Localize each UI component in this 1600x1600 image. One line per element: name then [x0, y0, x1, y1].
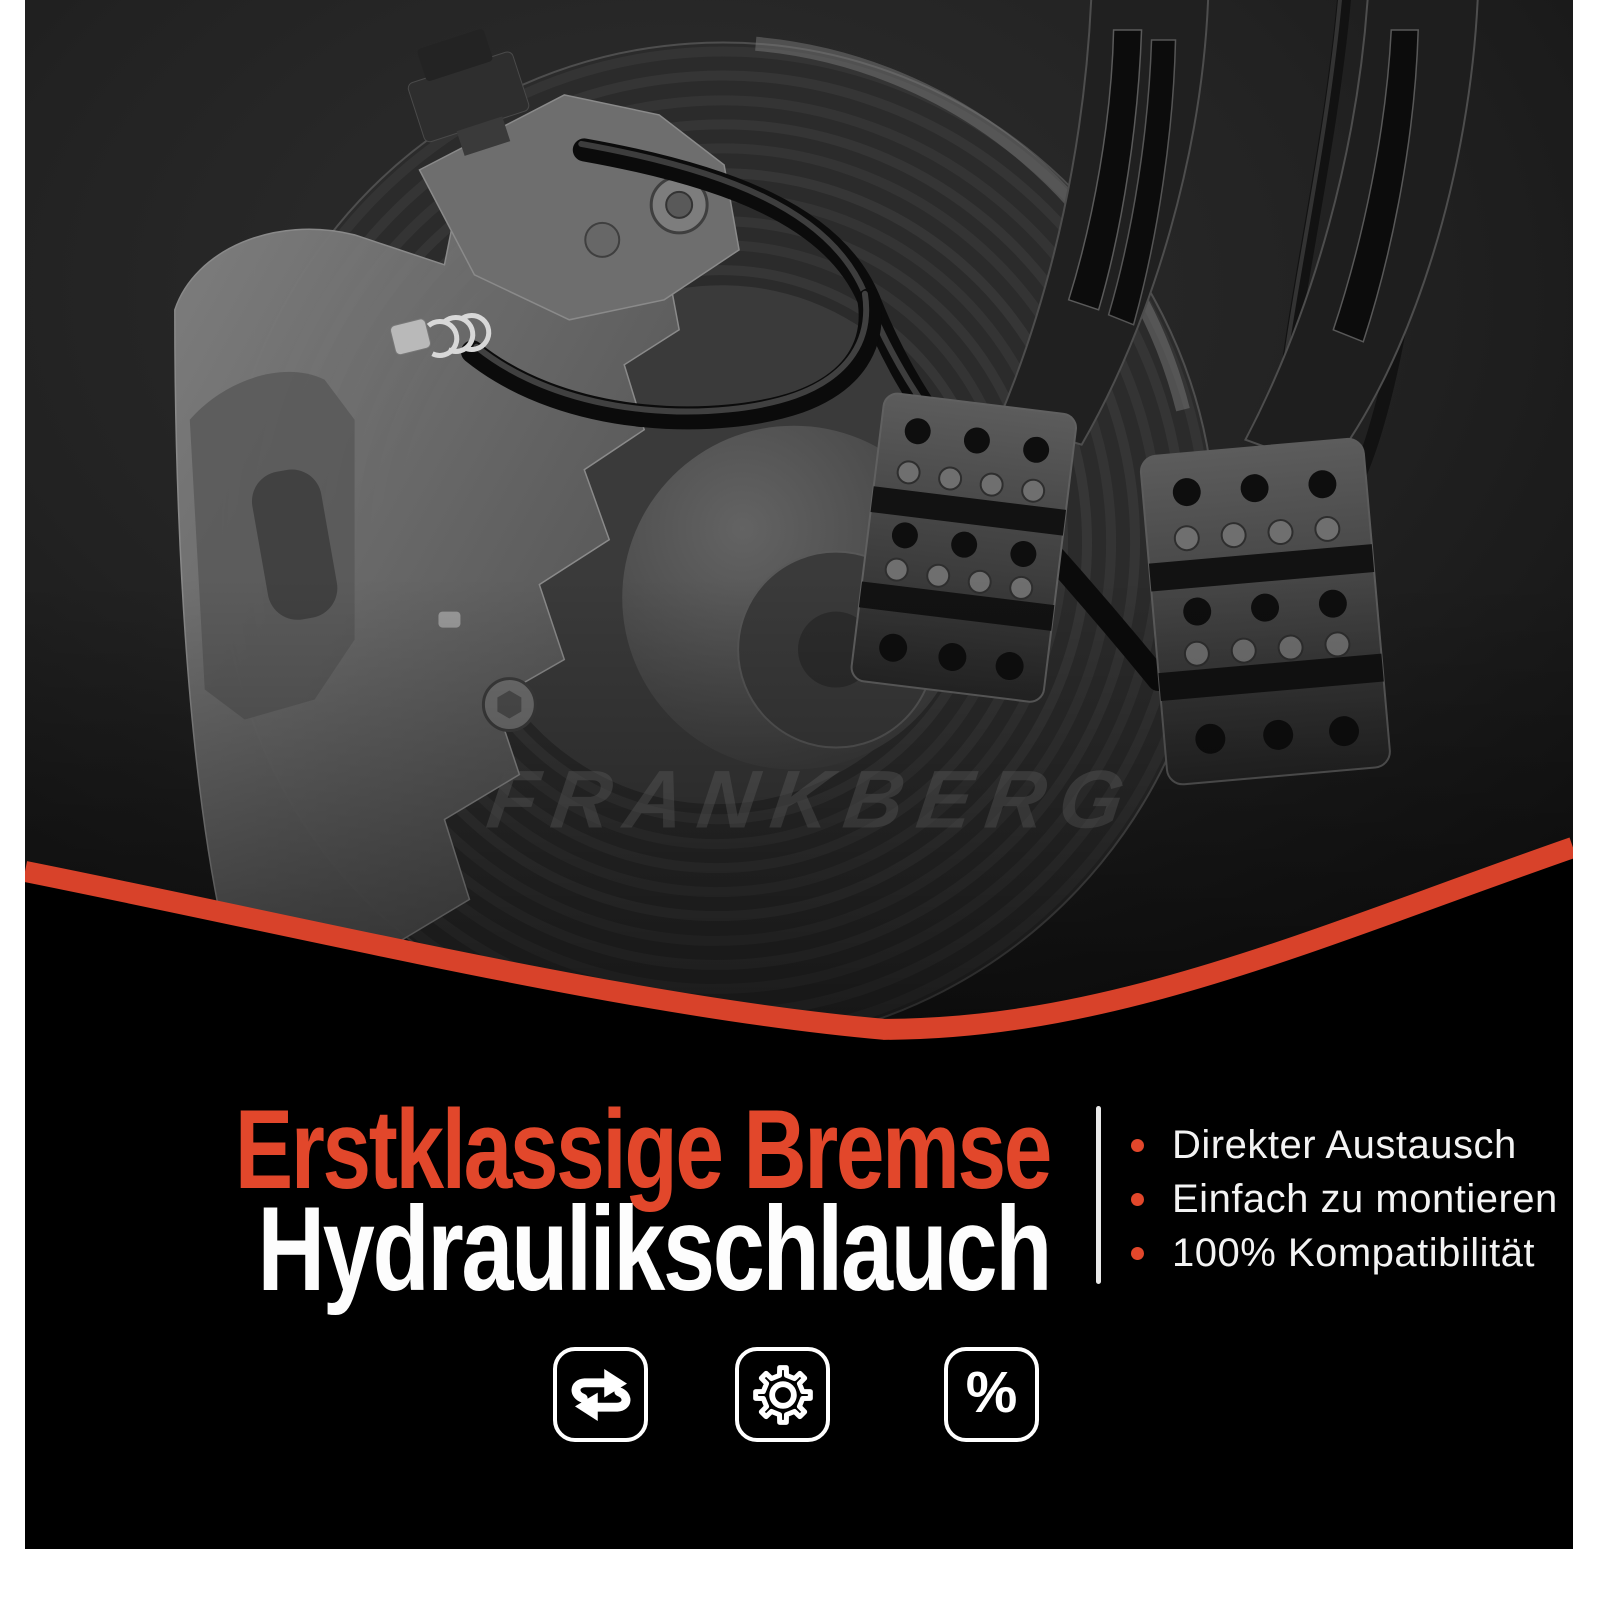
- feature-item: [1131, 1118, 1558, 1172]
- feature-list: [1131, 1118, 1558, 1280]
- headline-line2: Hydraulikschlauch: [257, 1182, 1050, 1316]
- percent-glyph: %: [965, 1359, 1018, 1425]
- feature-item: [1131, 1172, 1558, 1226]
- vertical-divider: [1096, 1106, 1101, 1284]
- banner-content: [25, 0, 1573, 1549]
- brake-assembly-photo: [25, 0, 1573, 1549]
- bullet-dot: [1131, 1193, 1144, 1206]
- gear-icon: [735, 1347, 830, 1442]
- swap-icon: [553, 1347, 648, 1442]
- bullet-dot: [1131, 1247, 1144, 1260]
- feature-item: [1131, 1226, 1558, 1280]
- gear-glyph: [743, 1355, 823, 1435]
- swap-arrows-glyph: [562, 1356, 640, 1434]
- feature-label: Direkter Austausch: [1172, 1122, 1517, 1167]
- headline-line1: Erstklassige Bremse: [234, 1087, 1050, 1212]
- bullet-dot: [1131, 1139, 1144, 1152]
- percent-icon: [944, 1347, 1039, 1442]
- feature-label: Einfach zu montieren: [1172, 1176, 1558, 1221]
- feature-label: 100% Kompatibilität: [1172, 1230, 1536, 1275]
